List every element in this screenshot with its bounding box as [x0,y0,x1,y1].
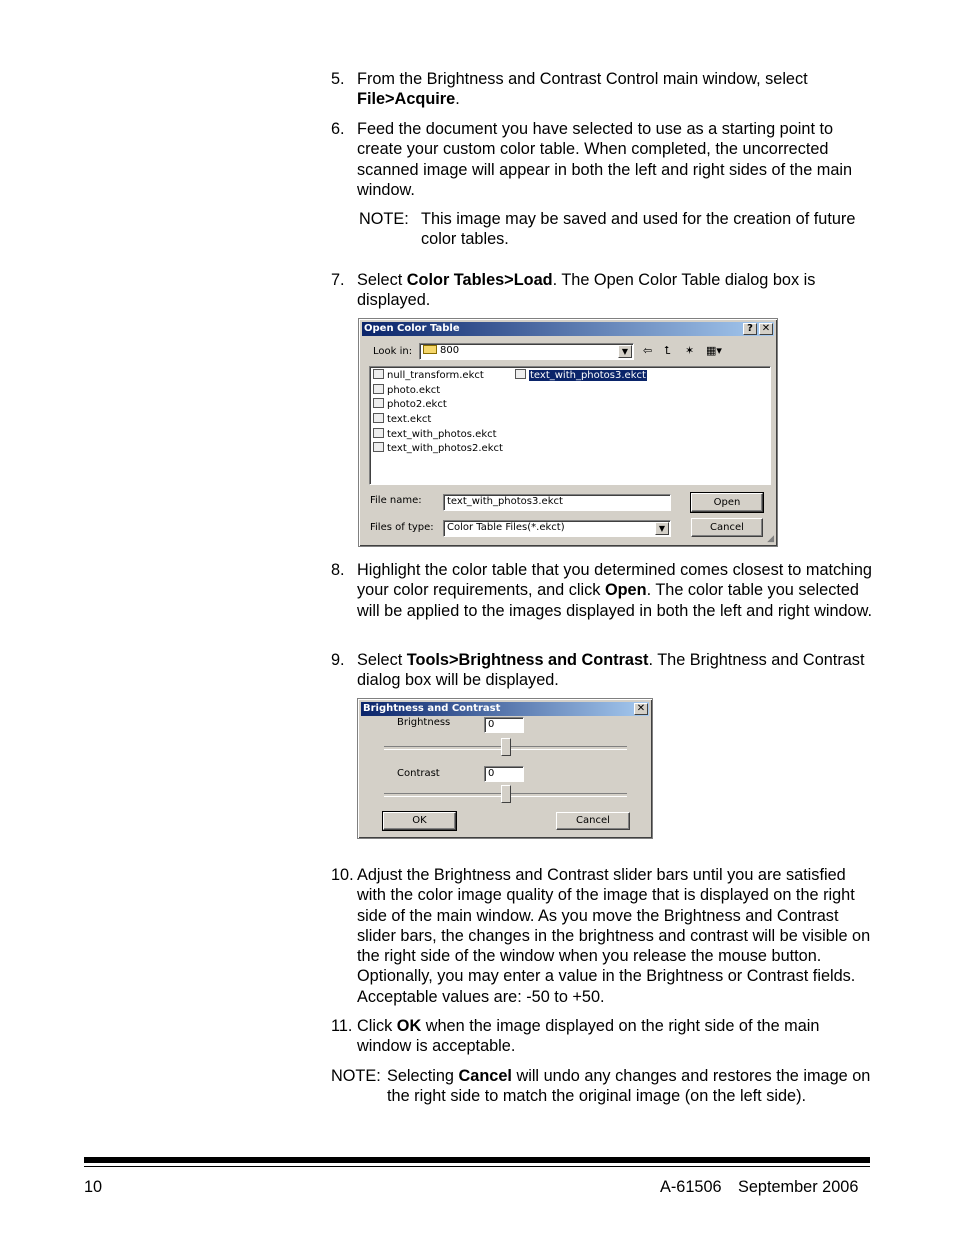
step-5-pre: From the Brightness and Contrast Control main window, select [357,70,808,88]
step-8-post: . The color table you selected will be applied to the images displayed in both the left and right window. [357,581,872,620]
file-name: photo.ekct [387,385,441,396]
file-item[interactable] [373,442,503,455]
step-5-post: . [455,90,460,109]
step-10-number: 10. [331,866,354,884]
bc-dialog-titlebar [361,702,649,716]
open-color-table-dialog [358,318,778,547]
file-list[interactable] [369,366,771,485]
file-name: text_with_photos.ekct [387,429,497,440]
open-dialog-titlebar [362,322,774,336]
step-8-text [357,560,872,621]
note-2-bold: Cancel [458,1067,512,1085]
step-8-number: 8. [331,561,345,579]
file-icon [373,442,384,452]
note-2-post: will undo any changes and restores the image on the right side to match the original image (on the left side). [387,1067,871,1106]
step-6-text: Feed the document you have selected to use as a starting point to create your custom color table. When completed, the uncorrected scanned image will appear in both the left and right sides of the main window. [357,120,853,199]
file-icon [373,398,384,408]
chevron-down-icon[interactable]: ▼ [618,345,632,358]
step-7-bold: Color Tables>Load [406,271,553,289]
step-10-text: Adjust the Brightness and Contrast slider bars until you are satisfied with the color image quality of the image that is displayed on the right side of the main window. As you move the Brightness and Contrast slider bars, the changes in the brightness and contrast will be visible on the right side of the window when you release the mouse button. Optionally, you may enter a value in the Brightness or Contrast fields. Acceptable values are: -50 to +50. [357,866,871,1006]
step-5-text [357,69,872,110]
note-2-pre: Selecting [387,1067,459,1085]
step-7-text [357,270,872,311]
footer-rule-thin [84,1166,870,1167]
file-item[interactable] [373,398,447,411]
step-8-bold: Open [604,581,647,600]
up-folder-icon[interactable]: ⮤ [664,344,671,357]
file-type-value: Color Table Files(*.ekct) [447,522,565,533]
file-item[interactable] [373,413,431,426]
step-7-post: . The Open Color Table dialog box is displayed. [357,271,816,310]
doc-id: A-61506 [660,1178,722,1196]
step-11-bold: OK [396,1017,422,1035]
step-9-number: 9. [331,651,345,669]
back-arrow-icon[interactable]: ⇦ [643,344,653,357]
step-11-number: 11. [331,1017,353,1035]
close-button[interactable]: ✕ [634,703,648,715]
brightness-label: Brightness [397,717,451,728]
view-menu-icon[interactable]: ▦▾ [706,344,722,357]
file-name: text.ekct [387,414,432,425]
ok-button[interactable]: OK [383,812,456,830]
file-name-input[interactable]: text_with_photos3.ekct [443,494,671,511]
step-5-bold: File>Acquire [357,90,456,109]
toolbar [641,344,751,360]
file-item[interactable] [373,428,497,441]
file-item[interactable] [373,369,484,382]
cancel-button[interactable]: Cancel [691,518,763,537]
file-icon [373,428,384,438]
brightness-slider-thumb[interactable] [501,738,511,756]
brightness-contrast-dialog [357,698,653,839]
bc-dialog-title: Brightness and Contrast [363,703,501,714]
new-folder-icon[interactable]: ✶ [685,344,695,357]
resize-grip-icon[interactable]: ◢ [767,534,774,544]
note-2-text [387,1066,872,1107]
brightness-input[interactable]: 0 [484,717,524,733]
step-9-text [357,650,872,691]
step-9-pre: Select [357,651,407,669]
look-in-label: Look in: [373,346,413,357]
note-2-label: NOTE: [331,1067,381,1085]
chevron-down-icon[interactable]: ▼ [655,522,669,535]
contrast-input[interactable]: 0 [484,766,524,782]
contrast-slider-thumb[interactable] [501,785,511,803]
step-5-number: 5. [331,70,345,88]
step-11-text [357,1016,872,1057]
file-icon [373,369,384,379]
file-name: text_with_photos2.ekct [387,443,503,454]
file-name-selected: text_with_photos3.ekct [530,370,646,381]
help-button[interactable]: ? [743,323,757,335]
look-in-dropdown[interactable] [419,343,634,360]
file-icon [515,369,526,379]
file-name-label: File name: [370,495,422,506]
file-type-label: Files of type: [370,522,434,533]
open-button[interactable]: Open [691,493,763,512]
step-9-post: . The Brightness and Contrast dialog box will be displayed. [357,651,865,690]
file-item-selected[interactable] [515,369,647,382]
note-1-label: NOTE: [359,210,409,228]
close-button[interactable]: ✕ [759,323,773,335]
file-type-dropdown[interactable] [443,520,671,537]
open-dialog-title: Open Color Table [364,323,460,334]
step-11-pre: Click [357,1017,397,1035]
doc-date: September 2006 [738,1178,859,1196]
note-1-text: This image may be saved and used for the creation of future color tables. [421,210,856,249]
file-icon [373,384,384,394]
file-name: null_transform.ekct [387,370,484,381]
cancel-button[interactable]: Cancel [556,812,630,830]
step-9-bold: Tools>Brightness and Contrast [406,651,649,669]
footer-rule-thick [84,1157,870,1163]
look-in-value: 800 [440,345,460,356]
file-icon [373,413,384,423]
page-number: 10 [84,1178,103,1196]
file-name: photo2.ekct [387,399,447,410]
contrast-label: Contrast [397,768,440,779]
step-7-number: 7. [331,271,345,289]
step-7-pre: Select [357,271,407,289]
step-8-pre: Highlight the color table that you determined comes closest to matching your color requirements, and click [357,561,872,600]
file-item[interactable] [373,384,440,397]
folder-icon [423,345,437,354]
step-6-number: 6. [331,120,345,138]
step-11-post: when the image displayed on the right side of the main window is acceptable. [357,1017,820,1056]
